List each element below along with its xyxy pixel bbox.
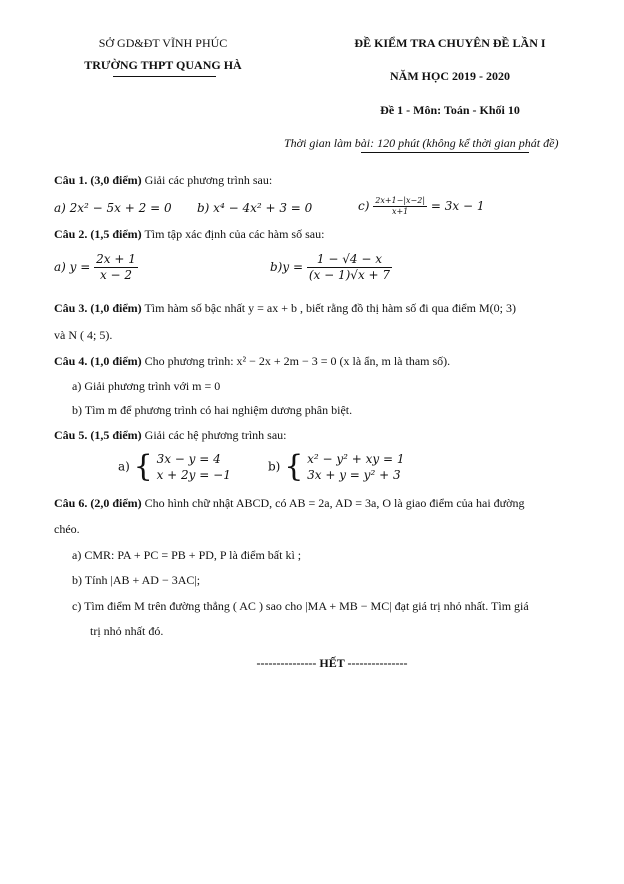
time-note: Thời gian làm bài: 120 phút (không kể thời gian phát đề) [284,136,559,150]
subject-line: Đề 1 - Môn: Toán - Khối 10 [380,103,520,117]
q6-part-a: a) CMR: PA + PC = PB + PD, P là điểm bất kì ; [72,548,302,562]
school-year: NĂM HỌC 2019 - 2020 [390,69,510,83]
time-underline [361,152,529,153]
q5-system-a: a) { 3x − y = 4 x + 2y = −1 [118,449,231,484]
brace-icon: { [133,449,153,484]
department-name: SỞ GD&ĐT VĨNH PHÚC [98,36,228,50]
q1-part-b: b) x⁴ − 4x² + 3 = 0 [197,201,313,215]
question-4: Câu 4. (1,0 điểm) Cho phương trình: x² − 2x + 2m − 3 = 0 (x là ẩn, m là tham số). [54,354,451,368]
brace-icon: { [284,449,304,484]
question-6-cont: chéo. [54,522,80,536]
q1-part-a: a) 2x² − 5x + 2 = 0 [54,201,172,215]
q6-part-c-cont: trị nhỏ nhất đó. [90,624,164,638]
exam-title: ĐỀ KIỂM TRA CHUYÊN ĐỀ LẦN I [354,36,546,50]
end-marker: --------------- HẾT --------------- [256,656,408,670]
question-5: Câu 5. (1,5 điểm) Giải các hệ phương trình sau: [54,428,287,442]
school-name: TRƯỜNG THPT QUANG HÀ [84,58,242,72]
q2-part-a: a) y = $\frac{2x + 1}{x - 2}$ [54,252,136,282]
school-underline [113,76,216,77]
question-3: Câu 3. (1,0 điểm) Tìm hàm số bậc nhất y = ax + b , biết rằng đồ thị hàm số đi qua điểm M(0; 3) [54,301,516,315]
question-1: Câu 1. (3,0 điểm) Giải các phương trình sau: [54,173,273,187]
q6-part-b: b) Tính |AB + AD − 3AC|; [72,573,201,587]
question-3-cont: và N ( 4; 5). [54,328,113,342]
q6-part-c: c) Tìm điểm M trên đường thẳng ( AC ) sao cho |MA + MB − MC| đạt giá trị nhỏ nhất. Tìm giá [72,599,529,613]
q2-part-b: b)y = $\frac{1 - √4 - x}{(x - 1)√x + 7}$ [270,252,391,282]
q4-part-a: a) Giải phương trình với m = 0 [72,379,221,393]
q1-part-c: c) $\frac{2x+1-|x-2|}{x+1}$ = 3x − 1 [358,196,485,216]
question-2: Câu 2. (1,5 điểm) Tìm tập xác định của các hàm số sau: [54,227,325,241]
q4-part-b: b) Tìm m để phương trình có hai nghiệm dương phân biệt. [72,403,353,417]
q5-system-b: b) { x² − y² + xy = 1 3x + y = y² + 3 [268,449,405,484]
question-6: Câu 6. (2,0 điểm) Cho hình chữ nhật ABCD, có AB = 2a, AD = 3a, O là giao điểm của hai đường [54,496,525,510]
